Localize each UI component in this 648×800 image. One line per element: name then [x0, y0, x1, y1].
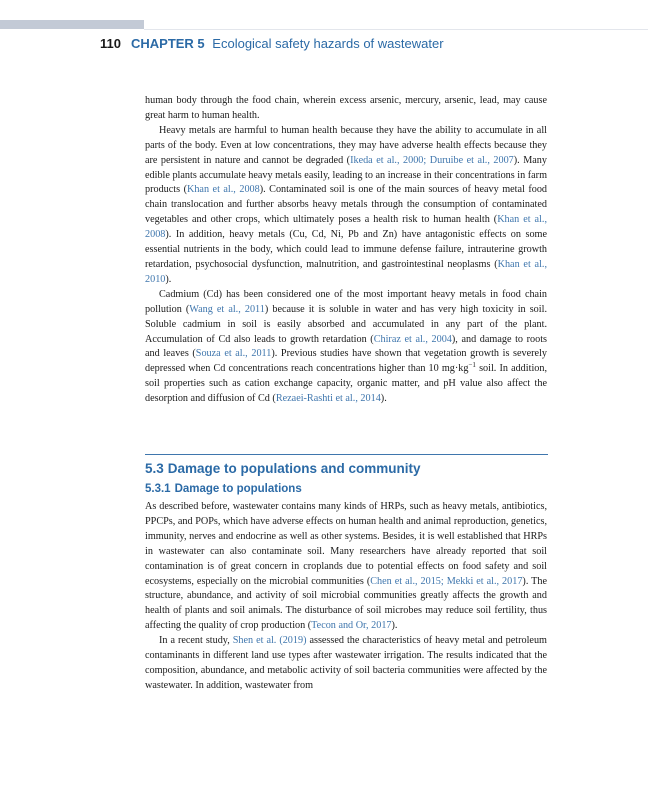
citation-link[interactable]: Souza et al., 2011 — [195, 348, 272, 360]
paragraph-2 — [145, 124, 547, 288]
text-run: assessed the characteristics of heavy metal and petroleum contaminants in different land use types after wastewater irrigation. The results indicated that the composition, abundance, and metabolic activity of soil bacteria communities were affected by the wastewater. In addition, wastewater from — [145, 635, 547, 691]
text-run: As described before, wastewater contains many kinds of HRPs, such as heavy metals, antibiotics, PPCPs, and POPs, which have adverse effects on human health and animal reproduction, genetics, immunity, nerves and endocrine as well as other systems. Besides, it is well established that HRPs in wastewater can also contaminate soil. Many researchers have already reported that soil contamination is of great concern in croplands due to potential effects on food safety and soil ecosystems, especially on the microbial communities ( — [145, 501, 547, 587]
body-text-top — [145, 94, 547, 407]
text-run: ). Contaminated soil is one of the main sources of heavy metal food chain translocation and further absorbs heavy metals through the consumption of contaminated vegetables and other crops, which ultimately poses a health risk to human health ( — [145, 184, 548, 226]
text-run: In a recent study, — [159, 635, 233, 647]
header-rule — [144, 29, 648, 30]
text-run: ). Many edible plants accumulate heavy metals easily, leading to an increase in their concentrations in farm products ( — [145, 154, 547, 196]
citation-link[interactable]: Khan et al., 2008 — [145, 214, 547, 241]
citation-link[interactable]: Rezaei-Rashti et al., 2014 — [275, 393, 381, 405]
text-run: Cadmium (Cd) has been considered one of the most important heavy metals in food chain pollution ( — [145, 288, 547, 315]
text-run: ), and damage to roots and leaves ( — [145, 333, 548, 360]
text-run: ). The structure, abundance, and activity of soil microbial communities greatly affects the growth and health of plants and soil animals. The disturbance of soil microbes may reduce soil fertility, thus affecting the quality of crop production ( — [145, 575, 547, 632]
unit-exponent: −1 — [468, 361, 476, 370]
subsection-number: 5.3.1 — [145, 483, 171, 495]
paragraph-4 — [145, 500, 547, 634]
chapter-title: Ecological safety hazards of wastewater — [212, 36, 444, 51]
running-header — [100, 36, 444, 52]
body-text-bottom — [145, 500, 547, 694]
text-run: ). Previous studies have shown that vegetation growth is severely depressed when Cd concentrations reach concentrations higher than 10 mg·kg — [145, 348, 547, 375]
text-run: ). — [165, 273, 172, 285]
section-divider — [145, 454, 548, 455]
header-color-bar — [0, 20, 144, 29]
text-run: ) because it is soluble in water and has very high toxicity in soil. Soluble cadmium in soil is easily absorbed and accumulated in any part of the plant. Accumulation of Cd also leads to growth retardation ( — [145, 303, 547, 345]
citation-link[interactable]: Khan et al., 2010 — [145, 258, 547, 285]
page-number: 110 — [100, 36, 121, 51]
citation-link[interactable]: Tecon and Or, 2017 — [311, 620, 392, 632]
text-run: ). In addition, heavy metals (Cu, Cd, Ni, Pb and Zn) have antagonistic effects on some essential nutrients in the body, which could lead to immune defense failure, intrauterine growth retardation, psychosocial dysfunction, malnutrition, and gastrointestinal neoplasms ( — [145, 229, 547, 270]
citation-link[interactable]: Khan et al., 2008 — [186, 184, 260, 196]
text-run: ). — [391, 620, 398, 632]
citation-link[interactable]: Wang et al., 2011 — [189, 303, 265, 315]
chapter-label: CHAPTER 5 — [130, 36, 205, 51]
citation-link[interactable]: Shen et al. (2019) — [232, 635, 307, 647]
paragraph-3 — [145, 288, 547, 407]
subsection-title: Damage to populations — [174, 483, 302, 495]
citation-link[interactable]: Chiraz et al., 2004 — [373, 333, 452, 345]
text-run: ). — [380, 393, 387, 405]
paragraph-1: human body through the food chain, wherein excess arsenic, mercury, arsenic, lead, may cause great harm to human health. — [145, 95, 547, 121]
paragraph-5 — [145, 634, 547, 694]
citation-link[interactable]: Chen et al., 2015; Mekki et al., 2017 — [370, 575, 523, 587]
text-run: Heavy metals are harmful to human health because they have the ability to accumulate in all parts of the body. Even at low concentrations, they may have adverse health effects because they are persistent in nature and cannot be degraded ( — [145, 124, 547, 166]
section-title: Damage to populations and community — [167, 461, 421, 476]
section-heading — [145, 460, 421, 478]
subsection-heading — [145, 482, 302, 497]
section-number: 5.3 — [145, 461, 164, 476]
text-run: soil. In addition, soil properties such as cation exchange capacity, organic matter, and pH value also affect the desorption and diffusion of Cd ( — [145, 363, 548, 405]
citation-link[interactable]: Ikeda et al., 2000; Duruibe et al., 2007 — [350, 154, 514, 166]
